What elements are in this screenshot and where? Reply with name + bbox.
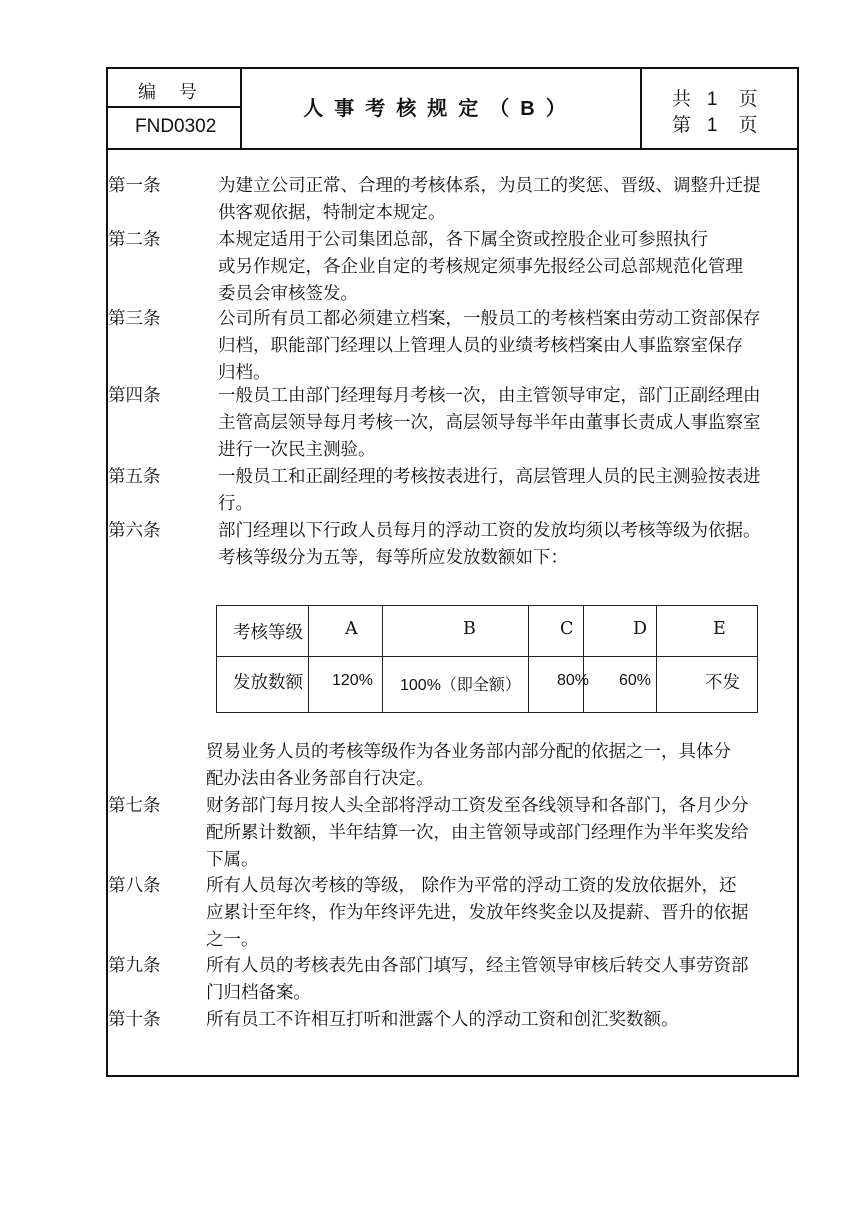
grade-table-col-rule bbox=[656, 606, 657, 712]
page-current: 第 1 页 bbox=[672, 115, 758, 136]
grade-table-col-rule bbox=[583, 606, 584, 712]
article-line: 供客观依据，特制定本规定。 bbox=[218, 203, 446, 223]
article-line: 本规定适用于公司集团总部，各下属全资或控股企业可参照执行 bbox=[218, 230, 708, 250]
article-line: 配所累计数额，半年结算一次，由主管领导或部门经理作为半年奖发给 bbox=[206, 823, 749, 843]
document-title: 人事考核规定（B） bbox=[303, 98, 577, 120]
article-line: 进行一次民主测验。 bbox=[218, 440, 376, 460]
grade-table-col-rule bbox=[528, 606, 529, 712]
article-line: 所有人员的考核表先由各部门填写，经主管领导审核后转交人事劳资部 bbox=[206, 956, 749, 976]
grade-cell: A bbox=[345, 619, 358, 639]
article-line: 所有员工不许相互打听和泄露个人的浮动工资和创汇奖数额。 bbox=[206, 1010, 679, 1030]
article-label: 第六条 bbox=[108, 521, 161, 541]
article-line: 配办法由各业务部自行决定。 bbox=[206, 769, 434, 789]
code-value: FND0302 bbox=[135, 116, 217, 137]
article-label: 第九条 bbox=[108, 956, 161, 976]
article-label: 第二条 bbox=[108, 230, 161, 250]
article-line: 财务部门每月按人头全部将浮动工资发至各线领导和各部门，各月少分 bbox=[206, 796, 749, 816]
article-label: 第十条 bbox=[108, 1010, 161, 1030]
amount-cell: 100%（即全额） bbox=[400, 677, 521, 694]
article-label: 第一条 bbox=[108, 176, 161, 196]
article-line: 或另作规定，各企业自定的考核规定须事先报经公司总部规范化管理 bbox=[218, 257, 743, 277]
article-line: 贸易业务人员的考核等级作为各业务部内部分配的依据之一，具体分 bbox=[206, 742, 731, 762]
article-label: 第七条 bbox=[108, 796, 161, 816]
article-line: 公司所有员工都必须建立档案，一般员工的考核档案由劳动工资部保存 bbox=[218, 309, 761, 329]
article-line: 归档，职能部门经理以上管理人员的业绩考核档案由人事监察室保存 bbox=[218, 336, 743, 356]
amount-cell: 80% bbox=[557, 672, 590, 689]
article-label: 第八条 bbox=[108, 876, 161, 896]
article-line: 委员会审核签发。 bbox=[218, 284, 358, 304]
article-line: 门归档备案。 bbox=[206, 983, 311, 1003]
grade-cell: B bbox=[463, 619, 476, 639]
grade-cell: E bbox=[713, 619, 726, 639]
grade-table-row-rule bbox=[217, 656, 757, 657]
amount-cell: 120% bbox=[332, 672, 373, 689]
article-line: 考核等级分为五等，每等所应发放数额如下： bbox=[218, 548, 568, 568]
article-line: 主管高层领导每月考核一次，高层领导每半年由董事长责成人事监察室 bbox=[218, 413, 761, 433]
code-cell-divider bbox=[106, 106, 241, 108]
amount-cell: 不发 bbox=[705, 673, 740, 693]
grade-table-col-rule bbox=[308, 606, 309, 712]
article-line: 一般员工由部门经理每月考核一次，由主管领导审定，部门正副经理由 bbox=[218, 386, 761, 406]
article-line: 一般员工和正副经理的考核按表进行，高层管理人员的民主测验按表进 bbox=[218, 467, 761, 487]
grade-cell: D bbox=[633, 619, 648, 639]
code-label: 编 号 bbox=[138, 82, 197, 103]
article-line: 之一。 bbox=[206, 930, 259, 950]
article-label: 第三条 bbox=[108, 309, 161, 329]
page-cell-left-rule bbox=[640, 67, 642, 149]
article-line: 应累计至年终，作为年终评先进，发放年终奖金以及提薪、晋升的依据 bbox=[206, 903, 749, 923]
article-line: 下属。 bbox=[206, 850, 259, 870]
header-bottom-rule bbox=[106, 148, 799, 150]
article-line: 所有人员每次考核的等级， 除作为平常的浮动工资的发放依据外，还 bbox=[206, 876, 737, 896]
amount-row-header: 发放数额 bbox=[233, 673, 303, 693]
article-line: 行。 bbox=[218, 494, 253, 514]
article-line: 归档。 bbox=[218, 363, 271, 383]
article-line: 部门经理以下行政人员每月的浮动工资的发放均须以考核等级为依据。 bbox=[218, 521, 761, 541]
article-line: 为建立公司正常、合理的考核体系，为员工的奖惩、晋级、调整升迁提 bbox=[218, 176, 761, 196]
article-label: 第四条 bbox=[108, 386, 161, 406]
pages-total: 共 1 页 bbox=[672, 89, 758, 110]
amount-cell: 60% bbox=[619, 672, 652, 689]
article-label: 第五条 bbox=[108, 467, 161, 487]
grade-row-header: 考核等级 bbox=[233, 623, 303, 643]
grade-cell: C bbox=[560, 619, 574, 639]
grade-table bbox=[216, 605, 758, 713]
grade-table-col-rule bbox=[382, 606, 383, 712]
